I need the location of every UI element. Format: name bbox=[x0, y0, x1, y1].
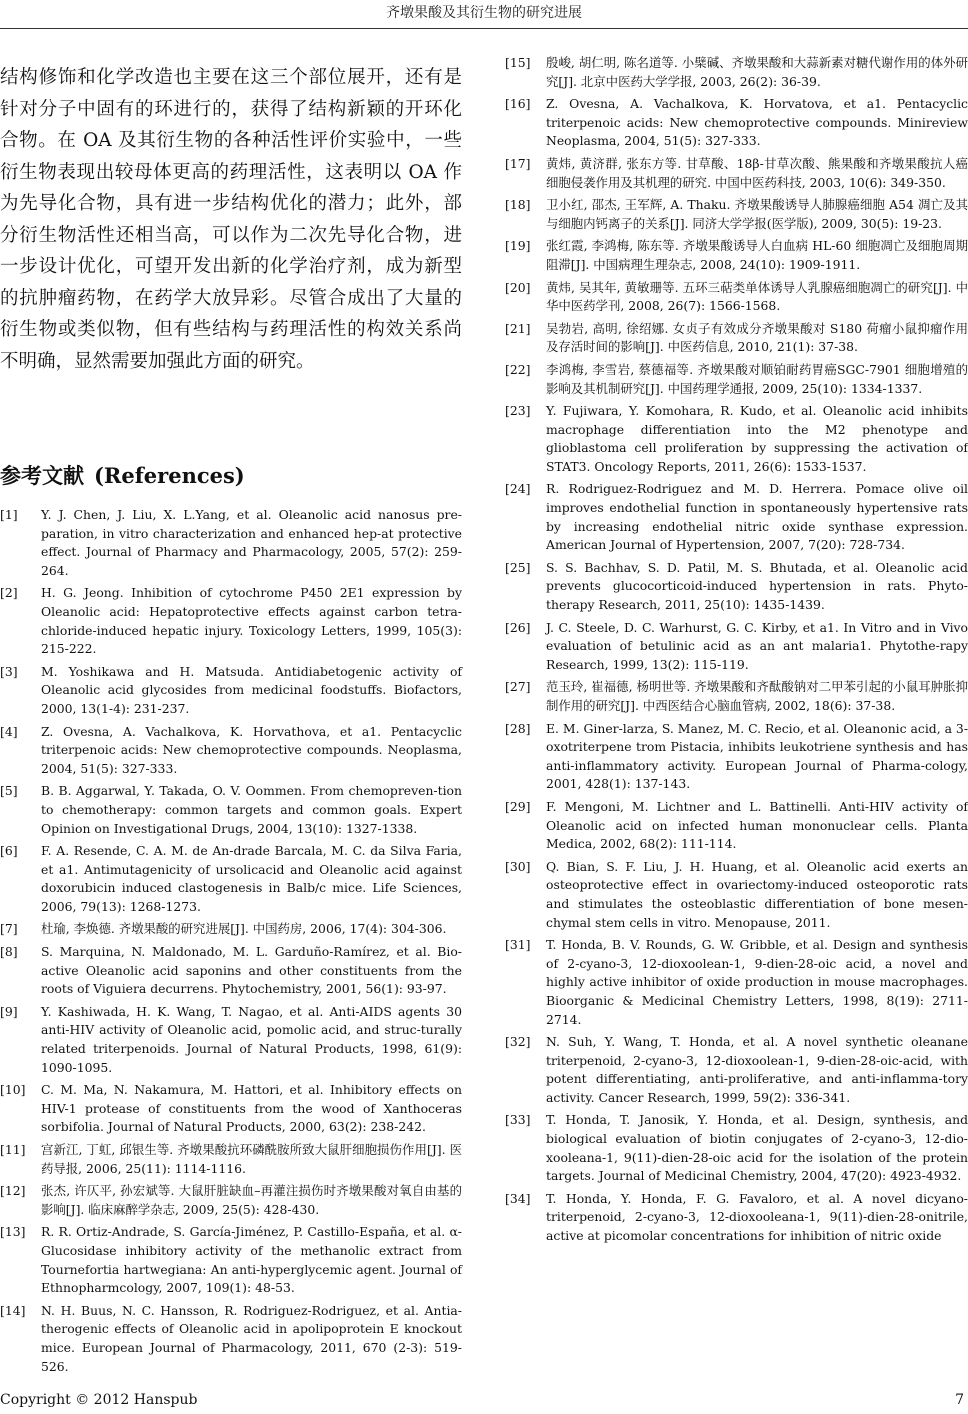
reference-list-left bbox=[0, 506, 462, 1380]
reference-text: B. B. Aggarwal, Y. Takada, O. V. Oommen. From chemopreven-tion to chemotherapy: common targets and common goals. Expert Opinion on Investigational Drugs, 2004, 13(10): 1327-1338. bbox=[41, 783, 462, 836]
reference-entry bbox=[505, 155, 968, 192]
reference-list-right bbox=[505, 54, 968, 1250]
reference-number: [7] bbox=[0, 921, 18, 937]
reference-text: Y. Fujiwara, Y. Komohara, R. Kudo, et al. Oleanolic acid inhibits macrophage differentiation into the M2 phenotype and glioblastoma cell proliferation by suppressing the activation of STAT3. Oncology Reports, 2011, 26(6): 1533-1537. bbox=[546, 403, 968, 474]
reference-number: [6] bbox=[0, 843, 18, 859]
reference-entry bbox=[505, 95, 968, 151]
copyright-footer: Copyright © 2012 Hanspub bbox=[0, 1392, 198, 1408]
reference-text: C. M. Ma, N. Nakamura, M. Hattori, et al. Inhibitory effects on HIV-1 protease of constituents from the wood of Xanthoceras sorbifolia. Journal of Natural Products, 2000, 63(2): 238-242. bbox=[41, 1082, 462, 1135]
reference-text: Z. Ovesna, A. Vachalkova, K. Horvatova, et a1. Pentacyclic triterpenoic acids: New chemoprotective compounds. Minireview Neoplasma, 2004, 51(5): 327-333. bbox=[546, 96, 968, 149]
references-heading-en: (References) bbox=[94, 463, 245, 488]
header-rule bbox=[0, 28, 968, 29]
reference-text: N. H. Buus, N. C. Hansson, R. Rodriguez-Rodriguez, et al. Antia-therogenic effects of Oleanolic acid in apolipoprotein E knockout mice. European Journal of Pharmacology, 2011, 670 (2-3): 519-526. bbox=[41, 1302, 462, 1374]
reference-number: [4] bbox=[0, 723, 18, 739]
reference-entry bbox=[505, 361, 968, 398]
reference-entry bbox=[0, 1081, 462, 1137]
reference-entry bbox=[0, 842, 462, 916]
reference-text: T. Honda, B. V. Rounds, G. W. Gribble, et al. Design and synthesis of 2-cyano-3, 12-dioxoolean-1, 9-dien-28-oic acid, a novel and highly active inhibitor of oxide production in mouse macrophages. Bioorganic & Medicinal Chemistry Letters, 1998, 8(19): 2711-2714. bbox=[546, 937, 968, 1027]
reference-entry bbox=[0, 943, 462, 999]
reference-entry bbox=[505, 480, 968, 554]
reference-text: 李鸿梅, 李雪岩, 蔡德福等. 齐墩果酸对顺铂耐药胃癌SGC-7901 细胞增殖的影响及其机制研究[J]. 中国药理学通报, 2009, 25(10): 1334-1337. bbox=[546, 361, 968, 396]
body-paragraph: 结构修饰和化学改造也主要在这三个部位展开，还有是针对分子中固有的环进行的，获得了结构新颖的开环化合物。在 OA 及其衍生物的各种活性评价实验中，一些衍生物表现出较母体更高的药理活性，这表明以 OA 作为先导化合物，具有进一步结构优化的潜力；此外，部分衍生物活性还相当高，可以作为二次先导化合物，进一步设计优化，可望开发出新的化学治疗剂，成为新型的抗肿瘤药物，在药学大放异彩。尽管合成出了大量的衍生物或类似物，但有些结构与药理活性的构效关系尚不明确，显然需要加强此方面的研究。 bbox=[0, 67, 462, 372]
reference-number: [28] bbox=[505, 720, 531, 736]
reference-entry bbox=[0, 1182, 462, 1219]
reference-entry bbox=[0, 723, 462, 779]
reference-entry bbox=[0, 920, 462, 939]
reference-text: 黄炜, 吴其年, 黄敏珊等. 五环三萜类单体诱导人乳腺癌细胞凋亡的研究[J]. 中华中医药学刊, 2008, 26(7): 1566-1568. bbox=[546, 279, 968, 314]
reference-number: [17] bbox=[505, 155, 531, 171]
reference-entry bbox=[505, 559, 968, 615]
reference-entry bbox=[0, 1223, 462, 1297]
reference-number: [31] bbox=[505, 937, 531, 953]
reference-text: 殷峻, 胡仁明, 陈名道等. 小檗碱、齐墩果酸和大蒜新素对糖代谢作用的体外研究[J]. 北京中医药大学学报, 2003, 26(2): 36-39. bbox=[546, 55, 968, 89]
reference-number: [20] bbox=[505, 279, 531, 295]
reference-text: S. S. Bachhav, S. D. Patil, M. S. Bhutada, et al. Oleanolic acid prevents glucocorticoid-induced hypertension in rats. Phyto-therapy Research, 2011, 25(10): 1435-1439. bbox=[546, 559, 968, 613]
reference-entry bbox=[505, 1033, 968, 1107]
reference-number: [14] bbox=[0, 1302, 26, 1318]
reference-text: J. C. Steele, D. C. Warhurst, G. C. Kirby, et a1. In Vitro and in Vivo evaluation of betulinic acid as an ant malaria1. Phytothe-rapy Research, 1999, 13(2): 115-119. bbox=[546, 619, 968, 672]
reference-text: T. Honda, Y. Honda, F. G. Favaloro, et al. A novel dicyano-triterpenoid, 2-cyano-3, 12-dioxooleana-1, 9(11)-dien-28-onitrile, active at picomolar concentrations for inhibition of nitric oxide bbox=[546, 1190, 968, 1244]
reference-text: Q. Bian, S. F. Liu, J. H. Huang, et al. Oleanolic acid exerts an osteoprotective effect in ovariectomy-induced osteoporotic rats and stimulates the osteoblastic differentiation of bone mesen-chymal stem cells in vitro. Menopause, 2011. bbox=[546, 858, 968, 930]
reference-number: [11] bbox=[0, 1142, 26, 1157]
left-column bbox=[0, 62, 462, 377]
reference-entry bbox=[505, 320, 968, 357]
reference-entry bbox=[0, 1003, 462, 1077]
reference-text: 张杰, 许仄平, 孙宏斌等. 大鼠肝脏缺血–再灌注损伤时齐墩果酸对氧自由基的影响[J]. 临床麻醉学杂志, 2009, 25(5): 428-430. bbox=[41, 1183, 462, 1217]
reference-text: R. Rodriguez-Rodriguez and M. D. Herrera. Pomace olive oil improves endothelial function in spontaneously hypertensive rats by increasing endothelial nitric oxide synthase expression. American Journal of Hypertension, 2007, 7(20): 728-734. bbox=[546, 481, 968, 553]
running-header: 齐墩果酸及其衍生物的研究进展 bbox=[386, 5, 582, 21]
reference-text: 宫新江, 丁虹, 邱银生等. 齐墩果酸抗环磷酰胺所致大鼠肝细胞损伤作用[J]. 医药导报, 2006, 25(11): 1114-1116. bbox=[41, 1142, 462, 1176]
reference-number: [21] bbox=[505, 320, 531, 336]
reference-number: [34] bbox=[505, 1190, 531, 1206]
reference-number: [33] bbox=[505, 1112, 531, 1128]
page-number: 7 bbox=[955, 1392, 964, 1408]
reference-entry bbox=[505, 279, 968, 316]
reference-number: [3] bbox=[0, 663, 18, 679]
reference-text: N. Suh, Y. Wang, T. Honda, et al. A novel synthetic oleanane triterpenoid, 2-cyano-3, 12-dioxoolean-1, 9-dien-28-oic-acid, with potent differentiating, anti-proliferative, and anti-inflamma-tory activity. Cancer Research, 1999, 59(2): 336-341. bbox=[546, 1034, 968, 1105]
reference-text: 卫小红, 邵杰, 王军辉, A. Thaku. 齐墩果酸诱导人肺腺癌细胞 A54 凋亡及其与细胞内钙离子的关系[J]. 同济大学学报(医学版), 2009, 30(5): 19-23. bbox=[546, 197, 968, 231]
reference-text: 吴勃岩, 高明, 徐绍娜. 女贞子有效成分齐墩果酸对 S180 荷瘤小鼠抑瘤作用及存活时间的影响[J]. 中医药信息, 2010, 21(1): 37-38. bbox=[546, 320, 968, 355]
reference-number: [29] bbox=[505, 798, 531, 814]
reference-number: [22] bbox=[505, 361, 531, 377]
reference-number: [9] bbox=[0, 1003, 18, 1019]
reference-entry bbox=[0, 584, 462, 658]
reference-number: [16] bbox=[505, 96, 531, 112]
reference-text: 黄炜, 黄济群, 张东方等. 甘草酸、18β-甘草次酸、熊果酸和齐墩果酸抗人癌细胞侵袭作用及其机理的研究. 中国中医药科技, 2003, 10(6): 349-350. bbox=[546, 155, 968, 190]
reference-number: [23] bbox=[505, 403, 531, 419]
reference-number: [8] bbox=[0, 944, 18, 960]
reference-number: [13] bbox=[0, 1224, 26, 1240]
reference-text: E. M. Giner-larza, S. Manez, M. C. Recio, et al. Oleanonic acid, a 3-oxotriterpene trom Pistacia, inhibits leukotriene synthesis and has anti-inflammatory activity. European Journal of Pharma-cology, 2001, 428(1): 137-143. bbox=[546, 720, 968, 792]
references-heading-cn: 参考文献 bbox=[0, 463, 84, 488]
reference-entry bbox=[505, 1190, 968, 1246]
reference-number: [27] bbox=[505, 679, 531, 695]
reference-entry bbox=[505, 858, 968, 932]
reference-text: Y. J. Chen, J. Liu, X. L.Yang, et al. Oleanolic acid nanosus pre-paration, in vitro characterization and enhanced hep-at protective effect. Journal of Pharmacy and Pharmacology, 2005, 57(2): 259-264. bbox=[41, 507, 462, 578]
reference-entry bbox=[0, 782, 462, 838]
references-heading bbox=[0, 460, 245, 492]
reference-number: [18] bbox=[505, 197, 531, 213]
reference-number: [12] bbox=[0, 1183, 26, 1199]
reference-text: F. Mengoni, M. Lichtner and L. Battinelli. Anti-HIV activity of Oleanolic acid on infected human mononuclear cells. Planta Medica, 2002, 68(2): 111-114. bbox=[546, 798, 968, 852]
reference-text: R. R. Ortiz-Andrade, S. García-Jiménez, P. Castillo-España, et al. α-Glucosidase inhibitory activity of the methanolic extract from Tournefortia hartwegiana: An anti-hyperglycemic agent. Journal of Ethnopharmcology, 2007, 109(1): 48-53. bbox=[41, 1224, 462, 1296]
reference-entry bbox=[505, 54, 968, 91]
reference-number: [5] bbox=[0, 783, 18, 799]
reference-entry bbox=[0, 506, 462, 580]
reference-entry bbox=[0, 1141, 462, 1178]
reference-text: 张红霞, 李鸿梅, 陈东等. 齐墩果酸诱导人白血病 HL-60 细胞凋亡及细胞周期阻滞[J]. 中国病理生理杂志, 2008, 24(10): 1909-1911. bbox=[546, 238, 968, 272]
reference-text: H. G. Jeong. Inhibition of cytochrome P450 2E1 expression by Oleanolic acid: Hepatoprotective effects against carbon tetra-chloride-induced hepatic injury. Toxicology Letters, 1999, 105(3): 215-222. bbox=[41, 585, 462, 657]
reference-entry bbox=[0, 1302, 462, 1376]
reference-number: [26] bbox=[505, 619, 531, 635]
reference-entry bbox=[505, 678, 968, 715]
reference-number: [1] bbox=[0, 507, 18, 522]
reference-entry bbox=[505, 196, 968, 233]
reference-text: 杜瑜, 李焕德. 齐墩果酸的研究进展[J]. 中国药房, 2006, 17(4): 304-306. bbox=[41, 921, 447, 937]
reference-number: [10] bbox=[0, 1082, 26, 1098]
reference-text: S. Marquina, N. Maldonado, M. L. Garduño-Ramírez, et al. Bio-active Oleanolic acid saponins and other constituents from the roots of Viguiera decurrens. Phytochemistry, 2001, 56(1): 93-97. bbox=[41, 944, 462, 997]
reference-number: [15] bbox=[505, 55, 531, 70]
reference-entry bbox=[505, 1111, 968, 1185]
reference-text: Z. Ovesna, A. Vachalkova, K. Horvathova, et a1. Pentacyclic triterpenoic acids: New chemoprotective compounds. Neoplasma, 2004, 51(5): 327-333. bbox=[41, 723, 462, 776]
reference-text: F. A. Resende, C. A. M. de An-drade Barcala, M. C. da Silva Faria, et a1. Antimutagenicity of ursolicacid and Oleanolic acid against doxorubicin induced clastogenesis in Balb/c mice. Life Sciences, 2006, 79(13): 1268-1273. bbox=[41, 843, 462, 914]
reference-entry bbox=[505, 619, 968, 675]
reference-text: T. Honda, T. Janosik, Y. Honda, et al. Design, synthesis, and biological evaluation of biotin conjugates of 2-cyano-3, 12-dio-xooleana-1, 9(11)-dien-28-oic acid for the isolation of the protein targets. Journal of Medicinal Chemistry, 2004, 47(20): 4923-4932. bbox=[546, 1112, 968, 1184]
reference-text: 范玉玲, 崔福德, 杨明世等. 齐墩果酸和齐酞酸钠对二甲苯引起的小鼠耳肿胀抑制作用的研究[J]. 中西医结合心脑血管病, 2002, 18(6): 37-38. bbox=[546, 679, 968, 713]
reference-entry bbox=[0, 663, 462, 719]
reference-entry bbox=[505, 798, 968, 854]
reference-entry bbox=[505, 402, 968, 476]
reference-number: [25] bbox=[505, 559, 531, 575]
reference-number: [32] bbox=[505, 1034, 531, 1050]
reference-number: [2] bbox=[0, 585, 18, 601]
reference-entry bbox=[505, 936, 968, 1029]
reference-number: [19] bbox=[505, 238, 531, 254]
reference-number: [24] bbox=[505, 481, 531, 497]
reference-number: [30] bbox=[505, 858, 531, 874]
reference-entry bbox=[505, 720, 968, 794]
reference-text: M. Yoshikawa and H. Matsuda. Antidiabetogenic activity of Oleanolic acid glycosides from medicinal foodstuffs. Biofactors, 2000, 13(1-4): 231-237. bbox=[41, 663, 462, 716]
reference-text: Y. Kashiwada, H. K. Wang, T. Nagao, et al. Anti-AIDS agents 30 anti-HIV activity of Oleanolic acid, pomolic acid, and struc-turally related triterpenoids. Journal of Natural Products, 1998, 61(9): 1090-1095. bbox=[41, 1003, 462, 1075]
reference-entry bbox=[505, 237, 968, 274]
